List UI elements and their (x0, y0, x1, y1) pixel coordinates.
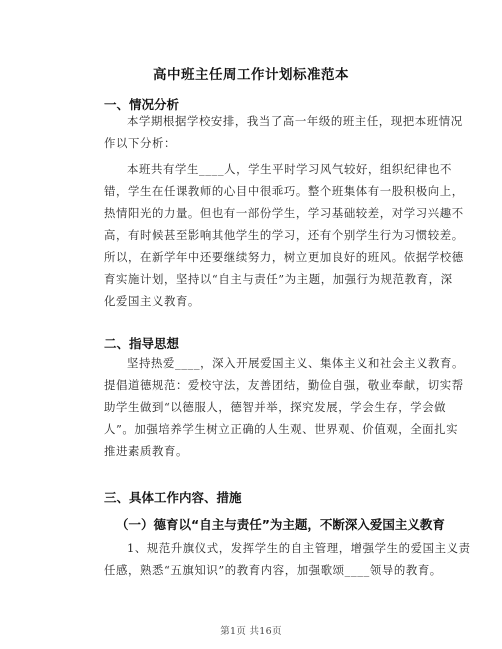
paragraph-line: 本学期根据学校安排，我当了高一年级的班主任，现把本班情况 (127, 114, 463, 128)
page-number-footer: 第1页 共16页 (220, 626, 282, 637)
paragraph-item-1 (104, 537, 471, 581)
paragraph-line: 1、规范升旗仪式，发挥学生的自主管理，增强学生的爱国主义责 (127, 541, 471, 555)
paragraph-class-situation (104, 158, 464, 312)
paragraph-line: 坚持热爱____，深入开展爱国主义、集体主义和社会主义教育。 (127, 356, 464, 370)
paragraph-line: 任感，熟悉“五旗知识”的教育内容，加强歌颂____领导的教育。 (104, 563, 442, 577)
paragraph-line: 化爱国主义教育。 (104, 294, 200, 308)
paragraph-line: 助学生做到“以德服人，德智并举，探究发展，学会生存，学会做 (104, 400, 447, 414)
paragraph-line: 热情阳光的力量。但也有一部份学生，学习基础较差，对学习兴趣不 (104, 206, 464, 220)
paragraph-line: 高，有时候甚至影响其他学生的学习，还有个别学生行为习惯较差。 (104, 228, 464, 242)
paragraph-line: 本班共有学生____人，学生平时学习风气较好，组织纪律也不 (127, 162, 452, 176)
section-heading-guiding-ideology: 二、指导思想 (104, 336, 180, 351)
paragraph-line: 提倡道德规范：爱校守法，友善团结，勤俭自强，敬业奉献，切实帮 (104, 378, 464, 392)
section-heading-situation-analysis: 一、情况分析 (104, 97, 180, 112)
paragraph-line: 所以，在新学年中还要继续努力，树立更加良好的班风。依据学校德 (104, 250, 464, 264)
paragraph-guiding-ideology (104, 352, 464, 462)
paragraph-intro (104, 110, 463, 154)
paragraph-line: 作以下分析： (104, 136, 176, 150)
section-heading-work-content: 三、具体工作内容、措施 (104, 490, 242, 505)
document-title: 高中班主任周工作计划标准范本 (153, 67, 349, 83)
subsection-heading-moral-education: （一）德育以“自主与责任”为主题，不断深入爱国主义教育 (116, 517, 445, 532)
paragraph-line: 人”。加强培养学生树立正确的人生观、世界观、价值观，全面扎实 (104, 422, 459, 436)
paragraph-line: 错，学生在任课教师的心目中很乖巧。整个班集体有一股积极向上， (104, 184, 464, 198)
paragraph-line: 推进素质教育。 (104, 444, 188, 458)
paragraph-line: 育实施计划，坚持以“自主与责任”为主题，加强行为规范教育，深 (104, 272, 453, 286)
